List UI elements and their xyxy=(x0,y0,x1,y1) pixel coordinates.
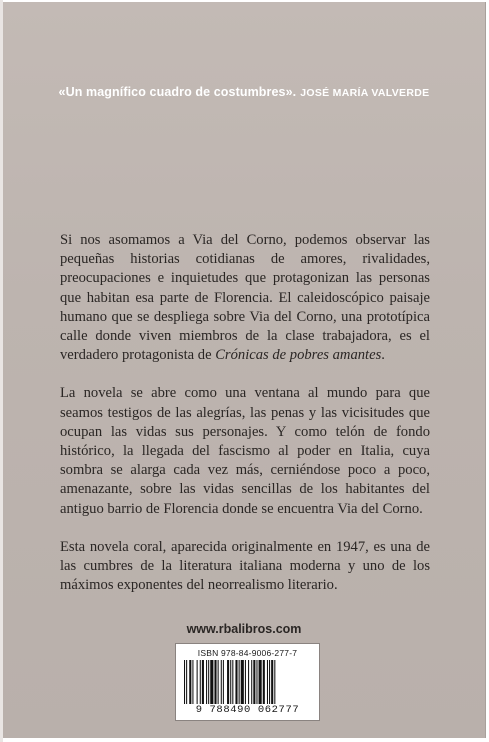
barcode-bar xyxy=(208,660,209,704)
book-back-cover xyxy=(3,2,486,738)
synopsis-paragraph-1 xyxy=(60,231,430,365)
barcode-bar xyxy=(221,660,222,704)
synopsis-paragraph-3: Esta novela coral, aparecida originalmente en 1947, es una de las cumbres de la literatura italiana moderna y uno de los máximos exponentes del neorrealismo literario. xyxy=(60,538,430,594)
barcode-bar xyxy=(269,660,270,704)
barcode-bar xyxy=(232,660,233,704)
isbn-barcode xyxy=(175,643,320,721)
barcode-bar xyxy=(259,660,262,704)
barcode-bar xyxy=(256,660,257,704)
barcode-bars xyxy=(182,660,312,704)
barcode-bar xyxy=(271,660,273,704)
barcode-bar xyxy=(248,660,249,704)
barcode-bar xyxy=(206,660,207,704)
barcode-bar xyxy=(241,660,244,704)
publisher-website: www.rbalibros.com xyxy=(186,622,302,636)
barcode-bar xyxy=(210,660,213,704)
synopsis-p1-end: . xyxy=(381,347,385,364)
barcode-bar xyxy=(184,660,185,704)
synopsis-p1-text: Si nos asomamos a Via del Corno, podemos observar las pequeñas historias cotidianas de amores, rivalidades, preocupaciones e inquietudes que protagonizan las personas que habitan esa parte de Florencia. El caleidoscópico paisaje humano que se despliega sobre Via del Corno, una prototípica calle donde viven miembros de la clase trabajadora, es el verdadero protagonista de xyxy=(60,232,430,364)
barcode-bar xyxy=(267,660,268,704)
book-title-italic: Crónicas de pobres amantes xyxy=(215,347,382,364)
barcode-bar xyxy=(239,660,240,704)
barcode-bar xyxy=(197,660,198,704)
quote-text: «Un magnífico cuadro de costumbres». xyxy=(58,85,297,99)
synopsis xyxy=(60,231,430,614)
barcode-bar xyxy=(251,660,252,704)
barcode-bar xyxy=(202,660,204,704)
barcode-bar xyxy=(245,660,246,704)
synopsis-paragraph-2: La novela se abre como una ventana al mundo para que seamos testigos de las alegrías, las penas y las vicisitudes que ocupan las vidas sus personajes. Y como telón de fondo histórico, la llegada del fascismo al poder en Italia, cuya sombra se alarga cada vez más, cerniéndose poco a poco, amenazante, sobre las vidas sencillas de los habitantes del antiguo barrio de Florencia donde se encuentra Via del Corno. xyxy=(60,385,430,517)
barcode-bar xyxy=(189,660,191,704)
barcode-bar xyxy=(223,660,224,704)
isbn-label: ISBN 978-84-9006-277-7 xyxy=(197,648,298,658)
barcode-bar xyxy=(263,660,265,704)
barcode-bar xyxy=(235,660,237,704)
barcode-bar xyxy=(192,660,193,704)
quote-author: JOSÉ MARÍA VALVERDE xyxy=(300,87,430,99)
barcode-bar xyxy=(227,660,229,704)
barcode-digits: 9 788490 062777 xyxy=(195,704,300,716)
barcode-bar xyxy=(253,660,255,704)
barcode-bar xyxy=(218,660,219,704)
barcode-bar xyxy=(274,660,275,704)
barcode-bar xyxy=(230,660,231,704)
barcode-bar xyxy=(200,660,201,704)
review-quote xyxy=(3,83,485,101)
barcode-bar xyxy=(186,660,187,704)
barcode-bar xyxy=(214,660,216,704)
